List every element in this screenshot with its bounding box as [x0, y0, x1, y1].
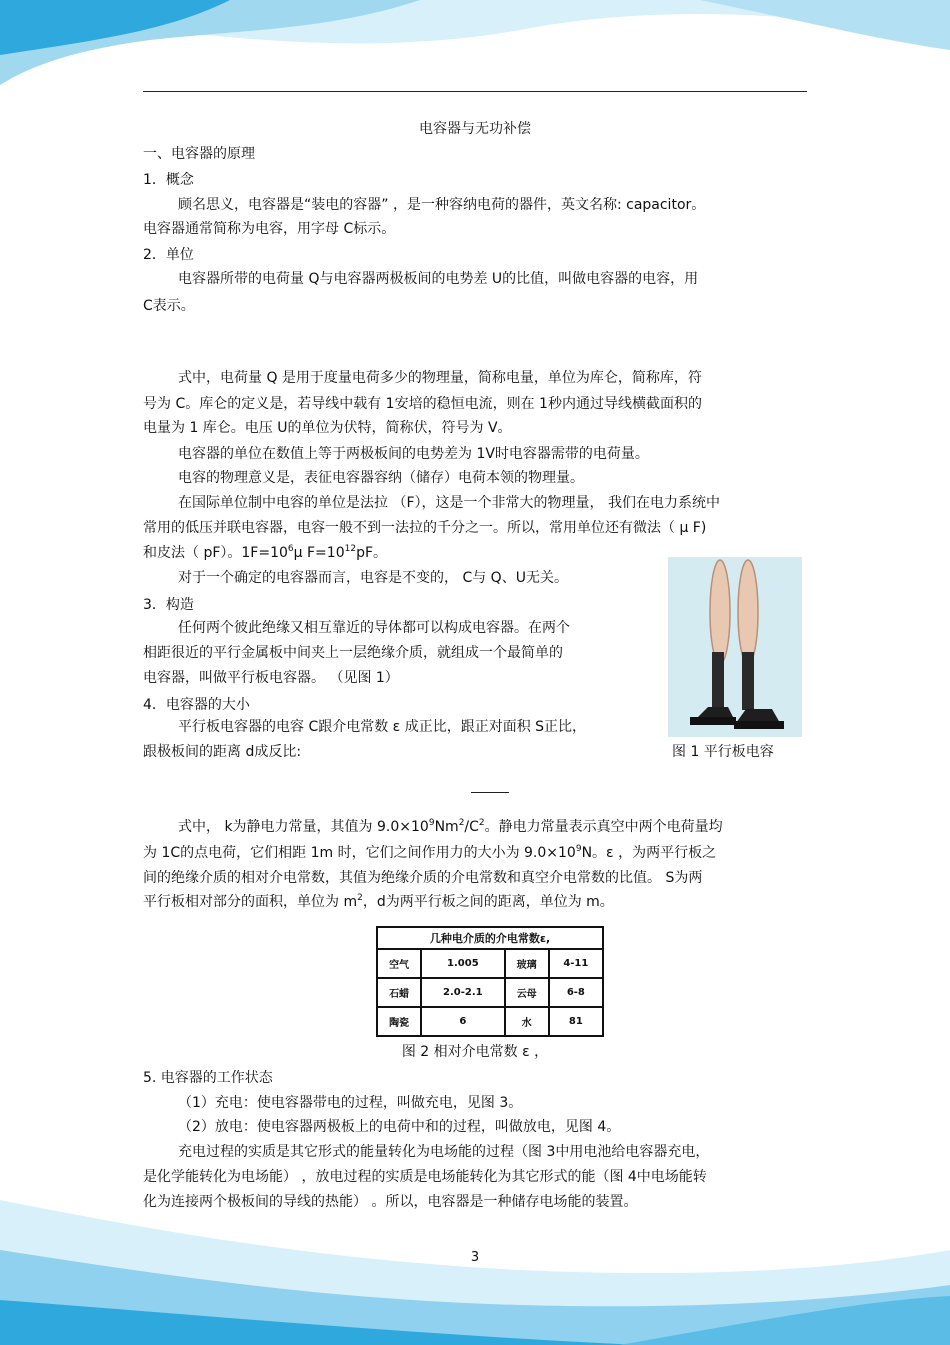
- paragraph-line: 任何两个彼此绝缘又相互靠近的导体都可以构成电容器。在两个: [178, 620, 570, 636]
- exponent: 12: [344, 544, 357, 554]
- header-rule: [143, 91, 807, 92]
- dielectric-table-grid: [376, 926, 604, 1037]
- paragraph-line: C表示。: [143, 298, 195, 314]
- table-row: [377, 1007, 603, 1036]
- paragraph-line: 顾名思义，电容器是“装电的容器” ，是一种容纳电荷的器件，英文名称: capacitor。: [178, 197, 706, 213]
- paragraph-line: 电容器通常简称为电容，用字母 C标示。: [143, 221, 396, 237]
- paragraph-line: （1）充电：使电容器带电的过程，叫做充电，见图 3。: [178, 1095, 523, 1111]
- table-cell: 2.0-2.1: [421, 978, 504, 1007]
- paragraph-line: 电容的物理意义是，表征电容器容纳（储存）电荷本领的物理量。: [178, 470, 584, 486]
- table-cell: 81: [549, 1007, 603, 1036]
- paragraph-line: 对于一个确定的电容器而言，电容是不变的， C与 Q、U无关。: [178, 570, 568, 586]
- text-run: ，d为两平行板之间的距离，单位为 m。: [362, 894, 614, 910]
- figure-2-caption: 图 2 相对介电常数 ε ，: [401, 1044, 549, 1060]
- text-run: 平行板相对部分的面积，单位为 m: [143, 894, 358, 910]
- paragraph-line: 电容器的单位在数值上等于两极板间的电势差为 1V时电容器需带的电荷量。: [178, 446, 649, 462]
- table-cell: 玻璃: [505, 949, 549, 978]
- subheading-size: 4．电容器的大小: [143, 697, 250, 713]
- text-run: 为 1C的点电荷，它们相距 1m 时，它们之间作用力的大小为 9.0×10: [143, 845, 576, 861]
- formula-separator: [471, 792, 509, 793]
- section-heading: 一、电容器的原理: [143, 146, 255, 162]
- document-title: 电容器与无功补偿: [419, 121, 531, 137]
- subheading-concept: 1．概念: [143, 172, 194, 188]
- paragraph-line: 常用的低压并联电容器，电容一般不到一法拉的千分之一。所以，常用单位还有微法（ μ F): [143, 520, 707, 536]
- text-run: /C: [464, 819, 479, 835]
- table-row: [377, 949, 603, 978]
- paragraph-line: （2）放电：使电容器两极板上的电荷中和的过程，叫做放电，见图 4。: [178, 1119, 621, 1135]
- units-text: μ F=10: [293, 545, 345, 561]
- exponent: 6: [287, 544, 294, 554]
- table-cell: 陶瓷: [377, 1007, 421, 1036]
- table-cell: 空气: [377, 949, 421, 978]
- paragraph-line: 化为连接两个极板间的导线的热能） 。所以，电容器是一种储存电场能的装置。: [143, 1194, 638, 1210]
- table-header: 几种电介质的介电常数ε,: [377, 927, 603, 949]
- paragraph-line: 相距很近的平行金属板中间夹上一层绝缘介质，就组成一个最简单的: [143, 645, 563, 661]
- paragraph-line: 跟极板间的距离 d成反比:: [143, 744, 302, 760]
- units-line: [143, 544, 387, 562]
- table-cell: 云母: [505, 978, 549, 1007]
- paragraph-line: 充电过程的实质是其它形式的能量转化为电场能的过程（图 3中用电池给电容器充电，: [178, 1144, 710, 1160]
- paragraph-line: 是化学能转化为电场能） ，放电过程的实质是电场能转化为其它形式的能（图 4中电场能转: [143, 1169, 707, 1185]
- exponent: 2: [478, 818, 485, 828]
- figure-1-caption: 图 1 平行板电容: [672, 744, 774, 760]
- subheading-unit: 2．单位: [143, 247, 194, 263]
- paragraph-line: 在国际单位制中电容的单位是法拉 （F），这是一个非常大的物理量， 我们在电力系统中: [178, 495, 720, 511]
- table-cell: 石蜡: [377, 978, 421, 1007]
- units-text: pF。: [356, 545, 388, 561]
- paragraph-line: [143, 844, 716, 862]
- k-constant-line: [178, 818, 723, 836]
- page-number: 3: [470, 1250, 480, 1265]
- table-cell: 4-11: [549, 949, 603, 978]
- paragraph-line: [143, 893, 614, 911]
- figure-1-image: [668, 557, 802, 737]
- subheading-working-state: 5. 电容器的工作状态: [143, 1070, 273, 1086]
- paragraph-line: 式中，电荷量 Q 是用于度量电荷多少的物理量，简称电量，单位为库仑，简称库，符: [178, 370, 702, 386]
- table-cell: 6: [421, 1007, 504, 1036]
- text-run: N。ε ，为两平行板之: [581, 845, 717, 861]
- units-text: 和皮法（ pF）。1F=10: [143, 545, 288, 561]
- text-run: Nm: [434, 819, 459, 835]
- table-cell: 6-8: [549, 978, 603, 1007]
- paragraph-line: 号为 C。库仑的定义是，若导线中载有 1安培的稳恒电流，则在 1秒内通过导线横截面积的: [143, 396, 702, 412]
- table-row: [377, 978, 603, 1007]
- text-run: 。静电力常量表示真空中两个电荷量均: [484, 819, 723, 835]
- table-cell: 1.005: [421, 949, 504, 978]
- paragraph-line: 间的绝缘介质的相对介电常数，其值为绝缘介质的介电常数和真空介电常数的比值。 S为两: [143, 870, 703, 886]
- exponent: 9: [428, 818, 435, 828]
- exponent: 2: [357, 893, 363, 903]
- text-run: 式中， k为静电力常量，其值为 9.0×10: [178, 819, 429, 835]
- paragraph-line: 电容器，叫做平行板电容器。 （见图 1）: [143, 670, 399, 686]
- table-cell: 水: [505, 1007, 549, 1036]
- exponent: 2: [458, 818, 465, 828]
- paragraph-line: 平行板电容器的电容 C跟介电常数 ε 成正比，跟正对面积 S正比，: [178, 719, 587, 735]
- capacitor-illustration: [668, 557, 802, 737]
- dielectric-table: [372, 922, 608, 1034]
- paragraph-line: 电容器所带的电荷量 Q与电容器两极板间的电势差 U的比值，叫做电容器的电容，用: [178, 271, 699, 287]
- exponent: 9: [575, 844, 582, 854]
- subheading-structure: 3．构造: [143, 597, 194, 613]
- paragraph-line: 电量为 1 库仑。电压 U的单位为伏特，简称伏，符号为 V。: [143, 420, 512, 436]
